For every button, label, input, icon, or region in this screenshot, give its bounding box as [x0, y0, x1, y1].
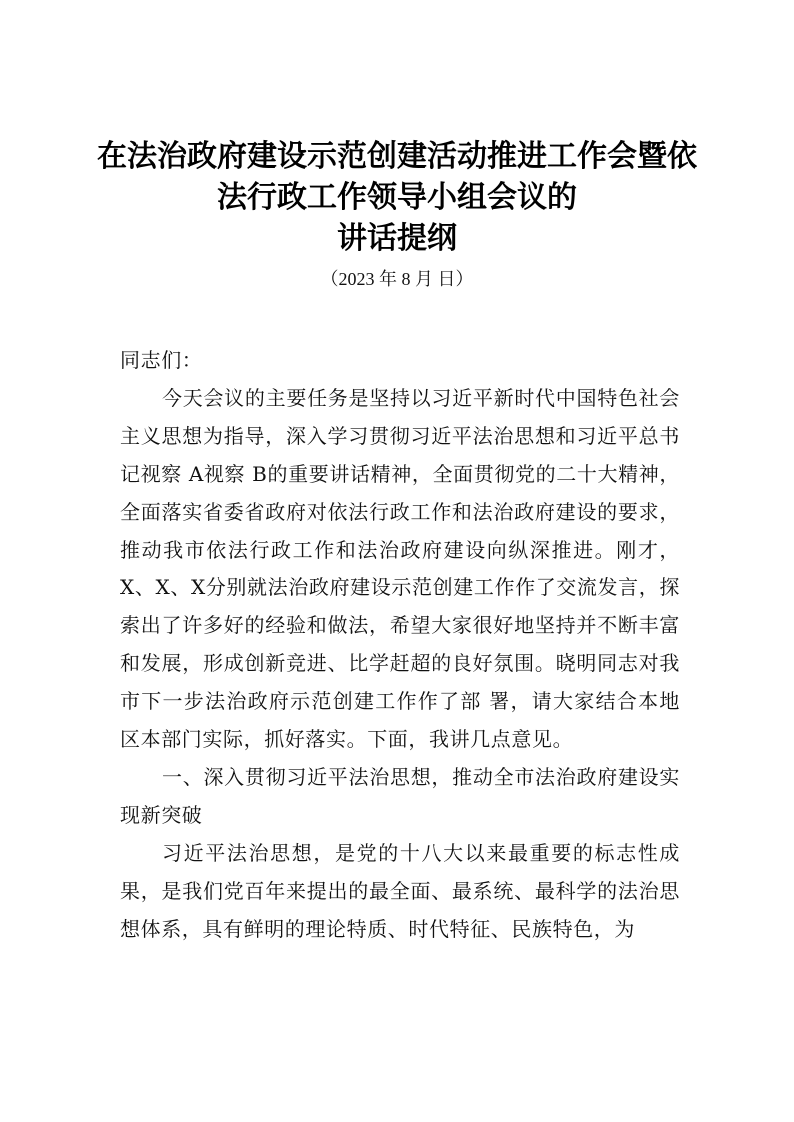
document-title-line-1: 在法治政府建设示范创建活动推进工作会暨依	[97, 139, 697, 174]
document-date: （2023 年 8 月 日）	[320, 269, 474, 289]
document-title-line-2: 法行政工作领导小组会议的	[217, 180, 577, 215]
document-title-line-3: 讲话提纲	[337, 221, 457, 256]
section-heading-1: 一、深入贯彻习近平法治思想，推动全市法治政府建设实现新突破	[120, 764, 680, 827]
document-body	[120, 342, 680, 949]
paragraph-section-1: 习近平法治思想，是党的十八大以来最重要的标志性成果，是我们党百年来提出的最全面、最系统、最科学的法治思想体系，具有鲜明的理论特质、时代特征、民族特色，为	[120, 840, 680, 941]
paragraph-intro: 今天会议的主要任务是坚持以习近平新时代中国特色社会主义思想为指导，深入学习贯彻习近平法治思想和习近平总书记视察 A视察 B的重要讲话精神，全面贯彻党的二十大精神，全面落实省委省政府对依法行政工作和法治政府建设的要求，推动我市依法行政工作和法治政府建设向纵深推进。刚才，X、X、X分别就法治政府建设示范创建工作作了交流发言，探索出了许多好的经验和做法，希望大家很好地坚持并不断丰富和发展，形成创新竞进、比学赶超的良好氛围。晓明同志对我市下一步法治政府示范创建工作作了部 署，请大家结合本地区本部门实际，抓好落实。下面，我讲几点意见。	[120, 385, 680, 752]
salutation: 同志们：	[120, 348, 203, 372]
